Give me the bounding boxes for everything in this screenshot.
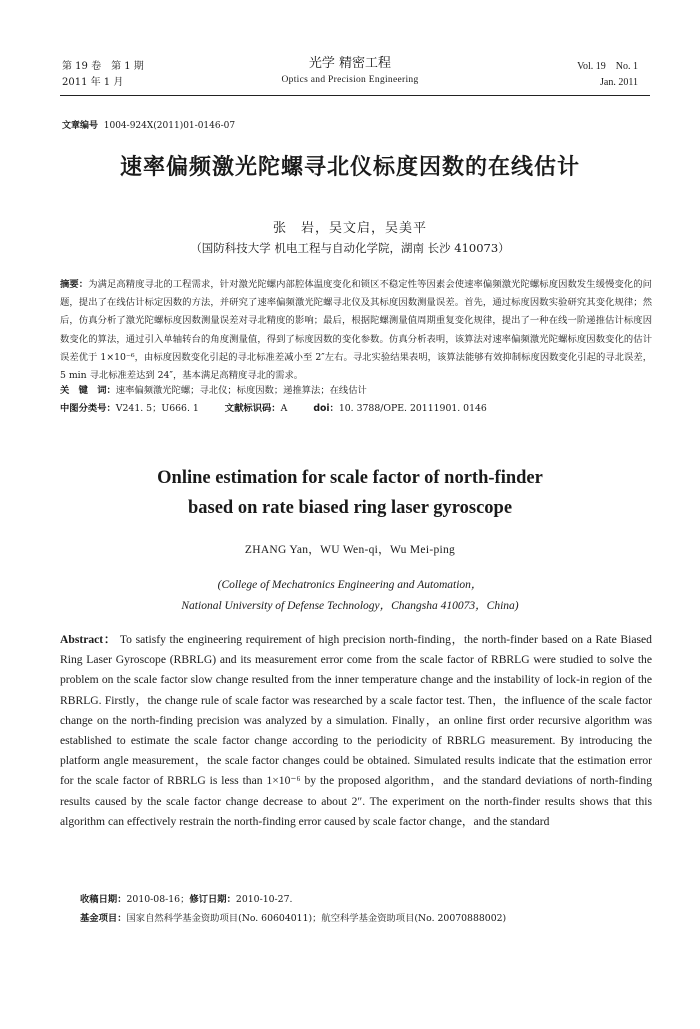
header-divider xyxy=(60,95,650,96)
journal-name-en: Optics and Precision Engineering xyxy=(281,75,419,85)
date-cn: 2011 年 1 月 xyxy=(62,77,124,88)
title-en xyxy=(0,463,700,523)
journal-name-cn: 光学 精密工程 xyxy=(308,56,392,71)
fund-value: 国家自然科学基金资助项目(No. 60604011)；航空科学基金资助项目(No. 20070888002) xyxy=(126,913,507,924)
abstract-en xyxy=(60,630,652,832)
doc-code-label: 文献标识码： xyxy=(224,403,281,414)
affiliation-cn: （国防科技大学 机电工程与自动化学院，湖南 长沙 410073） xyxy=(190,241,510,255)
affiliation-en xyxy=(0,575,700,617)
doi-label: doi： xyxy=(313,403,339,414)
affiliation-en-line-2: National University of Defense Technology，Changsha 410073，China) xyxy=(181,600,519,612)
doi-value: 10. 3788/OPE. 20111901. 0146 xyxy=(338,403,487,414)
received-label: 收稿日期： xyxy=(80,894,127,905)
volume-issue-en: Vol. 19 No. 1 xyxy=(577,61,638,72)
fund-label: 基金项目： xyxy=(80,913,127,924)
keywords-cn xyxy=(60,383,652,399)
abstract-cn-text: 为满足高精度寻北的工程需求，针对激光陀螺内部腔体温度变化和锁区不稳定性等因素会使速率偏频激光陀螺标度因数发生缓慢变化的问题，提出了在线估计标定因数的方法，并研究了速率偏频激光陀螺寻北仪及其标度因数测量误差。首先，通过标度因数实验研究其变化规律；然后，仿真分析了激光陀螺标度因数测量误差对寻北精度的影响；最后，根据陀螺测量值周期重复变化规律，提出了一种在线一阶递推估计标度因数变化的算法，通过引入单轴转台的角度测量值，得到了标度因数的变化参数。仿真分析表明，该算法对速率偏频激光陀螺标度因数变化的估计误差优于 1×10⁻⁶，由标度因数变化引起的寻北标准差减小至 2″左右。寻北实验结果表明，该算法能够有效抑制标度因数变化引起的寻北误差，5 min 寻北标准差达到 24″，基本满足高精度寻北的需求。 xyxy=(60,279,652,382)
authors-en: ZHANG Yan，WU Wen-qi，Wu Mei-ping xyxy=(244,544,456,556)
volume-issue-cn: 第 19 卷 第 1 期 xyxy=(62,61,144,72)
abstract-en-text: To satisfy the engineering requirement of high precision north-finding，the north-finder based on a Rate Biased Ring Laser Gyroscope (RBRLG) and its measurement error come from the scale factor of RBRLG were studied to solve the problem on the scale factor slow change resulted from the inner temperature change and the instability of lock-in region of the RBRLG. Firstly，the change rule of scale factor was researched by a scale factor test. Then，the influence of the scale factor change on the north-finding precision was analyzed by a simulation. Finally，an online first order recursive algorithm was established to estimate the scale factor change according to the periodicity of RBRLG measurement. By introducing the platform angle measurement，the scale factor changes could be obtained. Simulated results indicate that the estimation error for the scale factor of RBRLG is less than 1×10⁻⁶ by the proposed algorithm，and the standard deviations of north-finding results caused by the scale factor change decrease to about 2″. The experiment on the north-finder results shows that this algorithm can effectively restrain the north-finding error caused by scale factor change，and the standard xyxy=(60,633,652,828)
revised-value: 2010-10-27. xyxy=(235,894,293,905)
revised-label: 修订日期： xyxy=(189,894,236,905)
abstract-en-label: Abstract： xyxy=(60,633,117,646)
article-number-label: 文章编号 xyxy=(62,121,99,131)
authors-cn: 张 岩，吴文启，吴美平 xyxy=(272,221,427,236)
header-right xyxy=(577,59,638,91)
keywords-cn-label: 关 键 词： xyxy=(60,385,116,396)
title-en-line-2: based on rate biased ring laser gyroscope xyxy=(187,498,513,518)
title-en-line-1: Online estimation for scale factor of north-finder xyxy=(157,468,543,488)
article-number-value: 1004-924X(2011)01-0146-07 xyxy=(103,121,236,131)
title-cn: 速率偏频激光陀螺寻北仪标度因数的在线估计 xyxy=(119,155,580,180)
funding-note xyxy=(80,910,506,927)
keywords-cn-text: 速率偏频激光陀螺；寻北仪；标度因数；递推算法；在线估计 xyxy=(115,385,367,396)
received-revised-dates xyxy=(80,891,292,908)
abstract-cn xyxy=(60,276,652,385)
received-value: 2010-08-16； xyxy=(126,894,190,905)
abstract-cn-label: 摘要： xyxy=(60,279,89,290)
affiliation-en-line-1: (College of Mechatronics Engineering and Automation， xyxy=(217,579,483,591)
clc-value: V241. 5；U666. 1 xyxy=(115,403,199,414)
header-left xyxy=(62,59,144,91)
date-en: Jan. 2011 xyxy=(600,77,638,88)
classification-line xyxy=(60,401,652,417)
doc-code-value: A xyxy=(280,403,288,414)
clc-label: 中图分类号： xyxy=(60,403,116,414)
journal-header xyxy=(200,55,500,87)
article-number xyxy=(62,118,235,131)
